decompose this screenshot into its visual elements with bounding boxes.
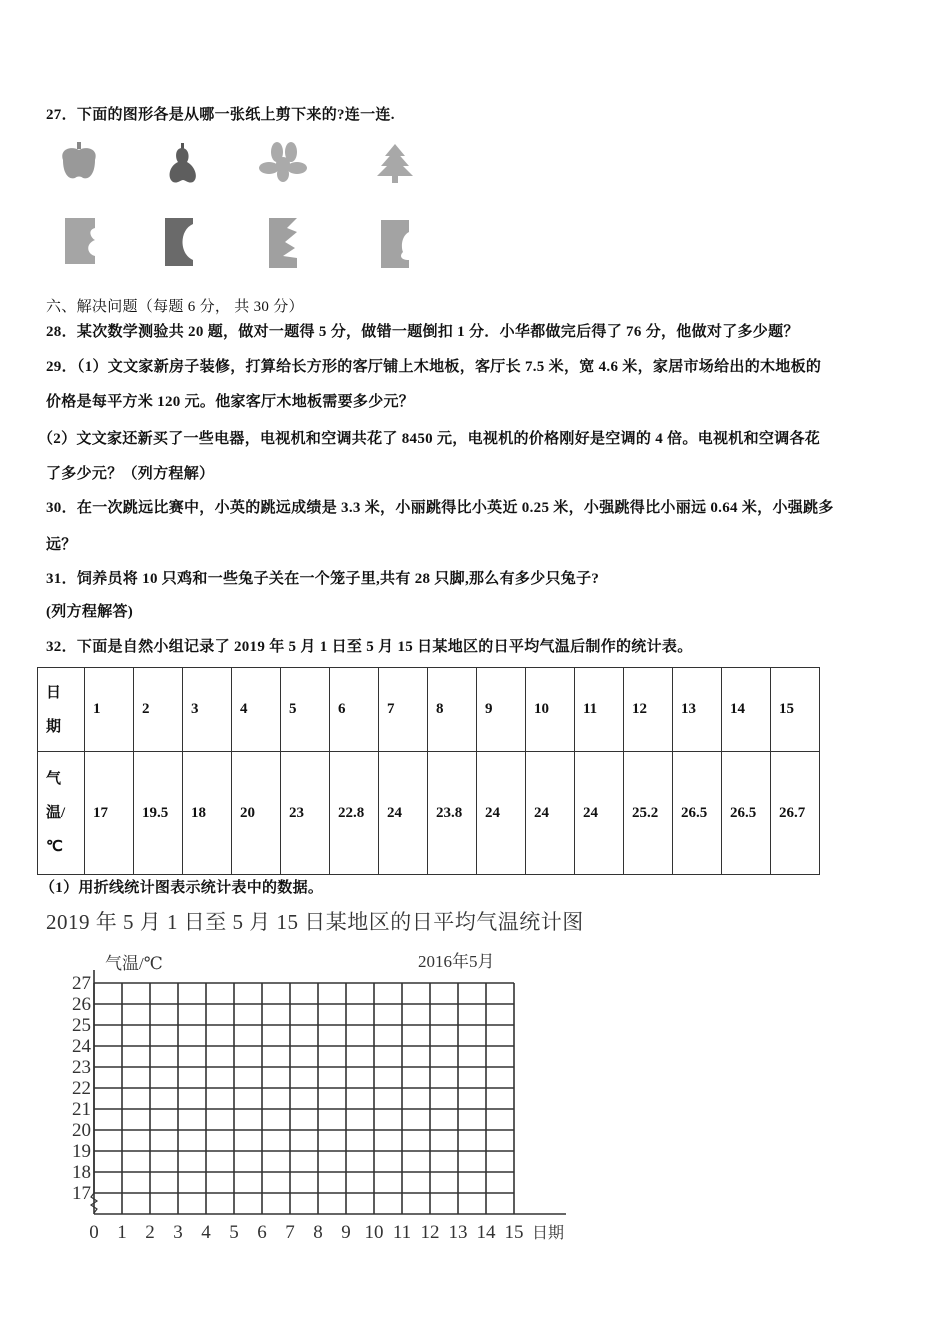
flower-shape-icon — [259, 142, 307, 182]
paper-cut-c-icon — [269, 218, 297, 268]
question-31-line2: (列方程解答) — [46, 604, 134, 620]
y-tick-label: 25 — [72, 1015, 91, 1036]
header-char: 期 — [46, 718, 62, 735]
x-tick-label: 9 — [341, 1222, 351, 1243]
day-cell: 11 — [575, 668, 624, 752]
paper-cut-a-icon — [65, 218, 95, 264]
temperature-cell: 23.8 — [428, 752, 477, 875]
y-tick-label: 27 — [72, 973, 91, 994]
y-tick-label: 24 — [72, 1036, 91, 1057]
temperature-cell: 23 — [281, 752, 330, 875]
y-tick-label: 20 — [72, 1120, 91, 1141]
temperature-cell: 26.7 — [771, 752, 820, 875]
header-char: 日 — [46, 684, 62, 701]
question-32-part1: （1）用折线统计图表示统计表中的数据。 — [40, 880, 324, 896]
x-tick-label: 5 — [229, 1222, 239, 1243]
y-tick-label: 18 — [72, 1162, 91, 1183]
temperature-table — [37, 667, 820, 875]
x-tick-label: 2 — [145, 1222, 155, 1243]
day-cell: 1 — [85, 668, 134, 752]
y-tick-label: 19 — [72, 1141, 91, 1162]
day-cell: 7 — [379, 668, 428, 752]
apple-shape-icon — [62, 142, 95, 178]
day-cell: 2 — [134, 668, 183, 752]
temperature-cell: 26.5 — [722, 752, 771, 875]
x-axis-label: 日期 — [532, 1225, 565, 1242]
question-29-part1-line2: 价格是每平方米 120 元。他家客厅木地板需要多少元？ — [46, 394, 415, 410]
temperature-cell: 19.5 — [134, 752, 183, 875]
y-tick-label: 23 — [72, 1057, 91, 1078]
header-char: 温/ — [46, 805, 66, 821]
x-tick-label: 6 — [257, 1222, 267, 1243]
day-cell: 14 — [722, 668, 771, 752]
table-row-temperatures — [38, 752, 820, 875]
question-28: 28．某次数学测验共 20 题，做对一题得 5 分，做错一题倒扣 1 分．小华都做完后得了 76 分，他做对了多少题？ — [46, 324, 799, 340]
y-axis-label: 气温/℃ — [105, 954, 163, 973]
temperature-cell: 25.2 — [624, 752, 673, 875]
x-tick-label: 7 — [285, 1222, 295, 1243]
temperature-cell: 24 — [379, 752, 428, 875]
x-tick-label: 4 — [201, 1222, 211, 1243]
row-header-temperature — [38, 752, 85, 875]
day-cell: 4 — [232, 668, 281, 752]
question-31-line1: 31．饲养员将 10 只鸡和一些兔子关在一个笼子里,共有 28 只脚,那么有多少只兔子? — [46, 571, 600, 587]
day-cell: 15 — [771, 668, 820, 752]
temperature-cell: 20 — [232, 752, 281, 875]
temperature-cell: 24 — [477, 752, 526, 875]
x-tick-label: 3 — [173, 1222, 183, 1243]
question-27: 27．下面的图形各是从哪一张纸上剪下来的?连一连. — [46, 107, 395, 123]
header-char: ℃ — [46, 839, 63, 855]
temperature-line-chart-grid — [0, 940, 620, 1250]
day-cell: 3 — [183, 668, 232, 752]
question-29-part2-line2: 了多少元？（列方程解） — [46, 466, 215, 482]
day-cell: 9 — [477, 668, 526, 752]
y-tick-label: 26 — [72, 994, 91, 1015]
question-30-line1: 30．在一次跳远比赛中，小英的跳远成绩是 3.3 米，小丽跳得比小英近 0.25 米，小强跳得比小丽远 0.64 米，小强跳多 — [46, 500, 834, 516]
day-cell: 5 — [281, 668, 330, 752]
x-tick-label: 14 — [476, 1222, 496, 1243]
chart-subtitle: 2016年5月 — [418, 952, 495, 971]
section-6-heading: 六、解决问题（每题 6 分， 共 30 分） — [46, 299, 304, 315]
x-tick-label: 10 — [364, 1222, 384, 1243]
day-cell: 8 — [428, 668, 477, 752]
y-tick-label: 17 — [72, 1183, 91, 1204]
temperature-cell: 22.8 — [330, 752, 379, 875]
row-header-date — [38, 668, 85, 752]
x-tick-label: 8 — [313, 1222, 323, 1243]
temperature-cell: 18 — [183, 752, 232, 875]
temperature-cell: 26.5 — [673, 752, 722, 875]
header-char: 气 — [46, 771, 62, 787]
day-cell: 12 — [624, 668, 673, 752]
x-tick-label: 11 — [392, 1222, 412, 1243]
question-27-figures — [55, 138, 435, 278]
x-tick-label: 1 — [117, 1222, 127, 1243]
day-cell: 6 — [330, 668, 379, 752]
table-row-days — [38, 668, 820, 752]
x-tick-label: 0 — [89, 1222, 99, 1243]
x-tick-label: 15 — [504, 1222, 524, 1243]
question-29-part1-line1: 29．（1）文文家新房子装修，打算给长方形的客厅铺上木地板，客厅长 7.5 米，宽 4.6 米，家居市场给出的木地板的 — [46, 359, 822, 375]
day-cell: 13 — [673, 668, 722, 752]
question-29-part2-line1: （2）文文家还新买了一些电器，电视机和空调共花了 8450 元，电视机的价格刚好是空调的 4 倍。电视机和空调各花 — [38, 431, 821, 447]
tree-shape-icon — [377, 144, 413, 183]
y-tick-label: 22 — [72, 1078, 91, 1099]
x-tick-label: 12 — [420, 1222, 440, 1243]
temperature-cell: 24 — [526, 752, 575, 875]
day-cell: 10 — [526, 668, 575, 752]
temperature-cell: 17 — [85, 752, 134, 875]
paper-cut-b-icon — [165, 218, 193, 266]
question-30-line2: 远？ — [46, 537, 77, 553]
paper-cut-d-icon — [381, 220, 409, 268]
x-tick-label: 13 — [448, 1222, 468, 1243]
chart-title: 2019 年 5 月 1 日至 5 月 15 日某地区的日平均气温统计图 — [46, 910, 584, 934]
y-tick-label: 21 — [72, 1099, 91, 1120]
gourd-shape-icon — [170, 143, 196, 183]
question-32: 32．下面是自然小组记录了 2019 年 5 月 1 日至 5 月 15 日某地区的日平均气温后制作的统计表。 — [46, 639, 693, 655]
temperature-cell: 24 — [575, 752, 624, 875]
